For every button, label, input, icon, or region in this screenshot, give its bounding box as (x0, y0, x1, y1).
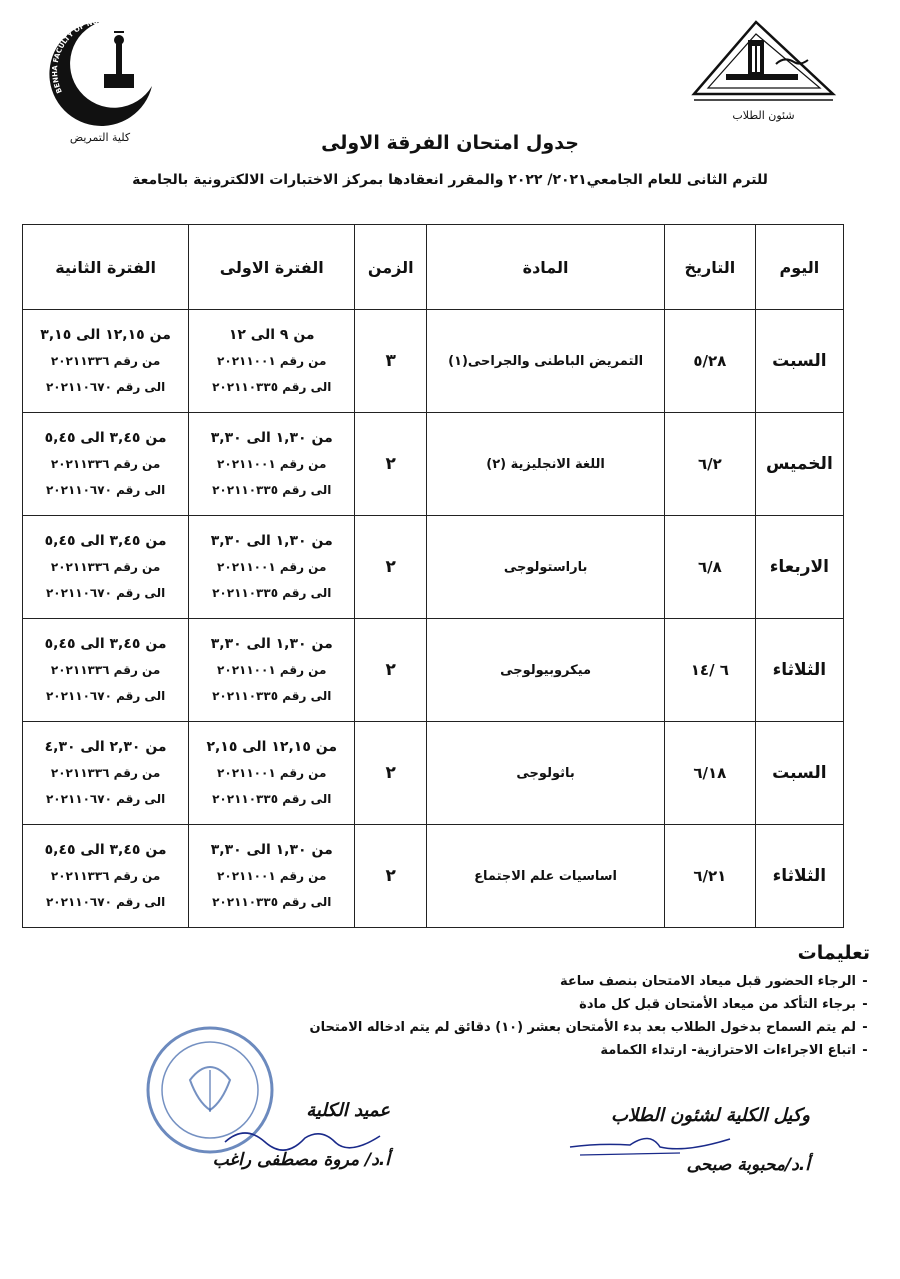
row-period1 (189, 825, 355, 928)
row-period2 (23, 825, 189, 928)
period2-to: الى رقم ٢٠٢١١٠٦٧٠ (45, 689, 166, 703)
table-row (23, 516, 844, 619)
list-item: -لم يتم السماح بدخول الطلاب بعد بدء الأمتحان بعشر (١٠) دقائق لم يتم ادخاله الامتحان (309, 1020, 868, 1035)
table-row (23, 413, 844, 516)
university-logo-icon (686, 14, 841, 104)
instruction-text: الرجاء الحضور قبل ميعاد الامتحان بنصف ساعة (559, 974, 856, 989)
period1-time: من ١,٣٠ الى ٣,٣٠ (210, 636, 333, 652)
period1-time: من ٩ الى ١٢ (228, 327, 315, 343)
header-subject: المادة (427, 225, 665, 310)
row-duration: ٢ (355, 825, 427, 928)
row-duration: ٢ (355, 619, 427, 722)
period2-to: الى رقم ٢٠٢١١٠٦٧٠ (45, 895, 166, 909)
header-duration: الزمن (355, 225, 427, 310)
row-day: السبت (755, 722, 843, 825)
period1-from: من رقم ٢٠٢١١٠٠١ (217, 457, 327, 471)
period2-time: من ٣,٤٥ الى ٥,٤٥ (44, 533, 167, 549)
table-row (23, 722, 844, 825)
header-day: اليوم (755, 225, 843, 310)
period2-from: من رقم ٢٠٢١١٣٣٦ (50, 869, 161, 883)
row-date: ٥/٢٨ (664, 310, 755, 413)
row-period2 (23, 619, 189, 722)
period1-to: الى رقم ٢٠٢١١٠٣٣٥ (212, 586, 332, 600)
row-period2 (23, 310, 189, 413)
row-duration: ٣ (355, 310, 427, 413)
row-period1 (189, 619, 355, 722)
student-affairs-label: شئون الطلاب (732, 109, 795, 122)
period2-time: من ٣,٤٥ الى ٥,٤٥ (44, 842, 167, 858)
period2-to: الى رقم ٢٠٢١١٠٦٧٠ (45, 483, 166, 497)
row-day: السبت (755, 310, 843, 413)
period1-from: من رقم ٢٠٢١١٠٠١ (217, 663, 327, 677)
row-duration: ٢ (355, 516, 427, 619)
period1-time: من ١,٣٠ الى ٣,٣٠ (210, 430, 333, 446)
row-period1 (189, 413, 355, 516)
row-date: ٦/١٨ (664, 722, 755, 825)
period2-from: من رقم ٢٠٢١١٣٣٦ (50, 354, 161, 368)
row-day: الاربعاء (755, 516, 843, 619)
vice-dean-signature-block (540, 1105, 810, 1195)
row-period1 (189, 722, 355, 825)
instruction-text: لم يتم السماح بدخول الطلاب بعد بدء الأمتحان بعشر (١٠) دقائق لم يتم ادخاله الامتحان (309, 1020, 856, 1035)
period1-to: الى رقم ٢٠٢١١٠٣٣٥ (212, 895, 332, 909)
row-duration: ٢ (355, 722, 427, 825)
row-day: الثلاثاء (755, 619, 843, 722)
row-period1 (189, 310, 355, 413)
faculty-logo-text: BENHA FACULTY OF NURSING (51, 16, 125, 95)
instructions-list (234, 970, 874, 1062)
period1-from: من رقم ٢٠٢١١٠٠١ (217, 354, 327, 368)
period2-from: من رقم ٢٠٢١١٣٣٦ (50, 766, 161, 780)
row-date: ٦ /١٤ (664, 619, 755, 722)
row-period2 (23, 516, 189, 619)
period2-time: من ١٢,١٥ الى ٣,١٥ (40, 327, 171, 343)
period2-to: الى رقم ٢٠٢١١٠٦٧٠ (45, 792, 166, 806)
period2-time: من ٢,٣٠ الى ٤,٣٠ (44, 739, 167, 755)
exam-schedule-table (22, 224, 844, 928)
dean-name: أ.د/ مروة مصطفى راغب (212, 1150, 390, 1170)
row-subject: باراستولوجى (427, 516, 665, 619)
row-date: ٦/٨ (664, 516, 755, 619)
dean-title: عميد الكلية (306, 1100, 390, 1121)
period1-to: الى رقم ٢٠٢١١٠٣٣٥ (212, 483, 332, 497)
instructions-heading: تعليمات (797, 942, 870, 964)
list-item: -برجاء التأكد من ميعاد الأمتحان قبل كل مادة (579, 997, 868, 1012)
row-subject: ميكروبيولوجى (427, 619, 665, 722)
period1-from: من رقم ٢٠٢١١٠٠١ (217, 766, 327, 780)
crescent-book-icon (30, 14, 170, 126)
signature-scribble-icon (220, 1122, 390, 1152)
row-date: ٦/٢١ (664, 825, 755, 928)
faculty-name-label: كلية التمريض (69, 131, 131, 144)
table-row (23, 825, 844, 928)
period2-from: من رقم ٢٠٢١١٣٣٦ (50, 663, 161, 677)
row-duration: ٢ (355, 413, 427, 516)
vice-dean-title: وكيل الكلية لشئون الطلاب (610, 1105, 810, 1126)
period1-from: من رقم ٢٠٢١١٠٠١ (217, 560, 327, 574)
instruction-text: برجاء التأكد من ميعاد الأمتحان قبل كل مادة (579, 997, 856, 1012)
row-subject: اساسيات علم الاجتماع (427, 825, 665, 928)
list-item: -الرجاء الحضور قبل ميعاد الامتحان بنصف ساعة (559, 974, 868, 989)
row-period2 (23, 413, 189, 516)
row-date: ٦/٢ (664, 413, 755, 516)
page-title: جدول امتحان الفرقة الاولى (321, 132, 579, 154)
period2-from: من رقم ٢٠٢١١٣٣٦ (50, 457, 161, 471)
header-period1: الفترة الاولى (189, 225, 355, 310)
period2-to: الى رقم ٢٠٢١١٠٦٧٠ (45, 380, 166, 394)
page-subtitle: للترم الثانى للعام الجامعي٢٠٢١/ ٢٠٢٢ والمقرر انعقادها بمركز الاختبارات الالكترونية بالجامعة (132, 172, 768, 188)
period2-from: من رقم ٢٠٢١١٣٣٦ (50, 560, 161, 574)
row-day: الثلاثاء (755, 825, 843, 928)
period1-time: من ١,٣٠ الى ٣,٣٠ (210, 533, 333, 549)
instruction-text: اتباع الاجراءات الاحترازية- ارتداء الكمامة (600, 1043, 856, 1058)
row-subject: باثولوجى (427, 722, 665, 825)
row-day: الخميس (755, 413, 843, 516)
row-period2 (23, 722, 189, 825)
faculty-logo (30, 14, 170, 144)
period2-time: من ٣,٤٥ الى ٥,٤٥ (44, 636, 167, 652)
period1-to: الى رقم ٢٠٢١١٠٣٣٥ (212, 689, 332, 703)
period1-time: من ١٢,١٥ الى ٢,١٥ (206, 739, 337, 755)
row-subject: اللغة الانجليزية (٢) (427, 413, 665, 516)
period1-time: من ١,٣٠ الى ٣,٣٠ (210, 842, 333, 858)
header-period2: الفترة الثانية (23, 225, 189, 310)
period2-to: الى رقم ٢٠٢١١٠٦٧٠ (45, 586, 166, 600)
header-date: التاريخ (664, 225, 755, 310)
period2-time: من ٣,٤٥ الى ٥,٤٥ (44, 430, 167, 446)
table-header-row (23, 225, 844, 310)
table-row (23, 310, 844, 413)
university-logo (686, 14, 841, 122)
period1-from: من رقم ٢٠٢١١٠٠١ (217, 869, 327, 883)
vice-dean-name: أ.د/محبوبة صبحى (686, 1155, 810, 1175)
period1-to: الى رقم ٢٠٢١١٠٣٣٥ (212, 380, 332, 394)
list-item: -اتباع الاجراءات الاحترازية- ارتداء الكمامة (600, 1043, 868, 1058)
row-period1 (189, 516, 355, 619)
period1-to: الى رقم ٢٠٢١١٠٣٣٥ (212, 792, 332, 806)
table-row (23, 619, 844, 722)
dean-signature-block (130, 1100, 390, 1200)
row-subject: التمريض الباطنى والجراحى(١) (427, 310, 665, 413)
